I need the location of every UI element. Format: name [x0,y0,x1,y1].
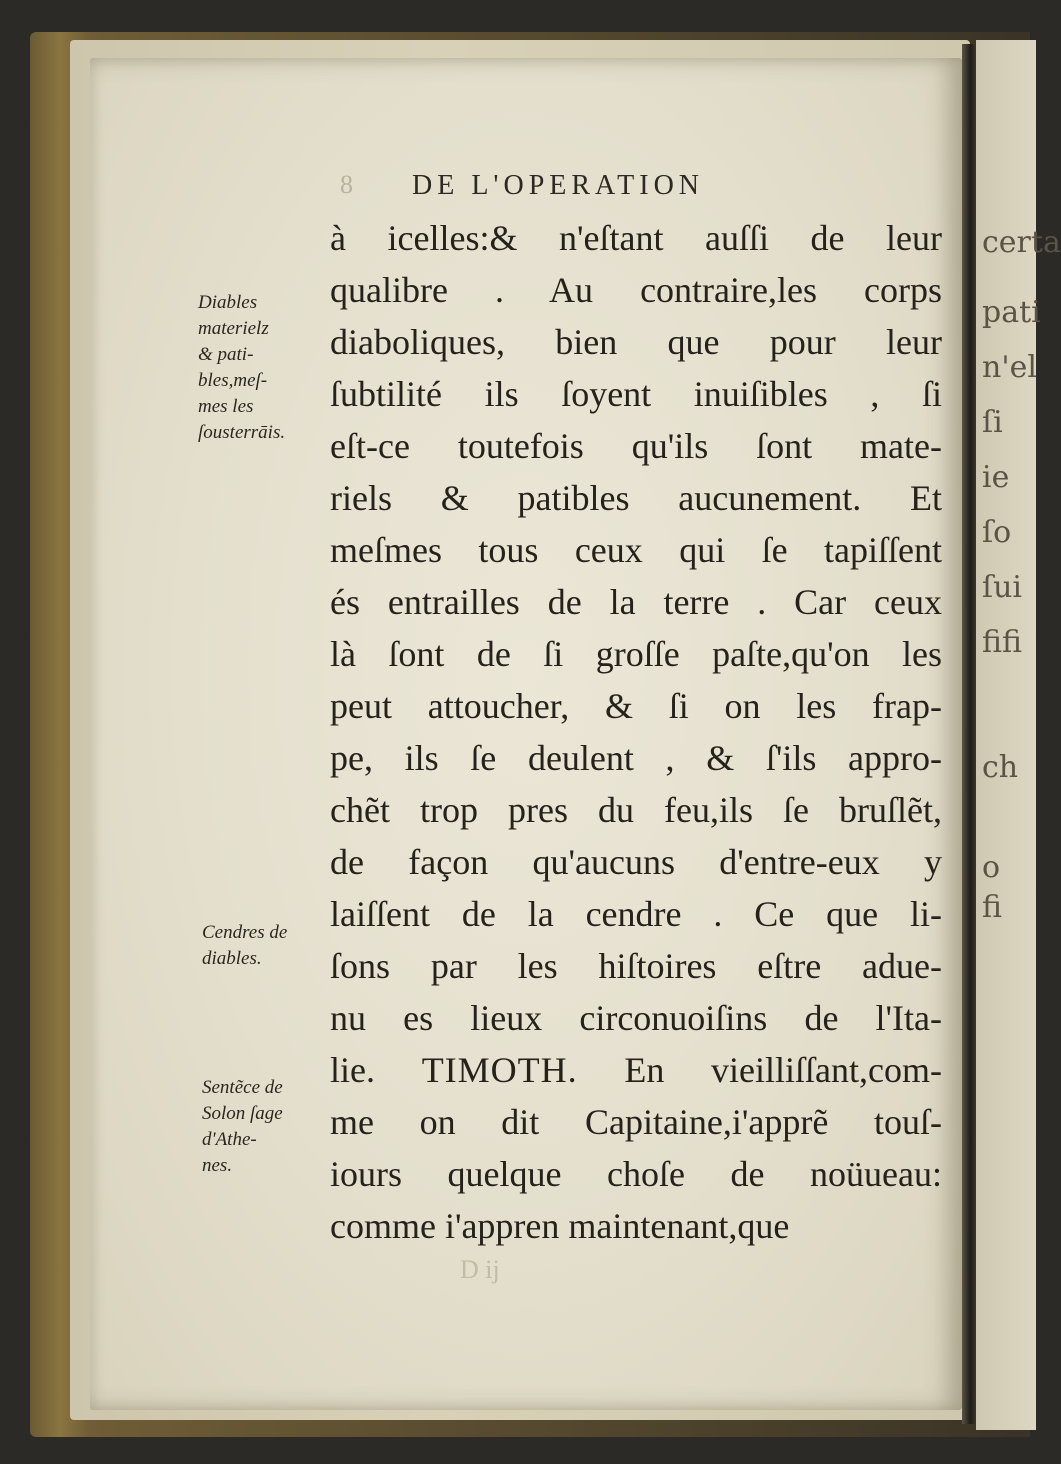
note-line: Cendres de [202,922,288,943]
note-line: nes. [202,1155,233,1176]
text-line: laiſſent de la cendre . Ce que li- [330,894,942,934]
text-line: peut attoucher, & ſi on les frap- [330,686,942,726]
speaker-name: TIMOTH. [421,1050,578,1090]
text-line: me on dit Capitaine,i'apprẽ touſ- [330,1102,942,1142]
text-line: qualibre . Au contraire,les corps [330,270,942,310]
facing-line: ſui [982,570,1023,605]
main-text-block [330,212,942,1252]
signature-mark: D ij [460,1255,500,1284]
note-line: Solon ſage [202,1103,283,1124]
text-line: diaboliques, bien que pour leur [330,322,942,362]
note-line: diables. [202,948,262,969]
text-line: là ſont de ſi groſſe paſte,qu'on les [330,634,942,674]
text-fragment: lie. [330,1050,422,1090]
text-line: nu es lieux circonuoiſins de l'Ita- [330,998,942,1038]
text-line: de façon qu'aucuns d'entre-eux y [330,842,942,882]
marginal-note-diables [198,290,285,446]
facing-page-fragment [976,40,1061,1430]
facing-line: ſo [982,515,1012,550]
facing-line: pati [982,295,1041,330]
text-line: iours quelque choſe de noüueau: [330,1154,942,1194]
text-line: meſmes tous ceux qui ſe tapiſſent [330,530,942,570]
facing-line: fifi [982,625,1023,660]
facing-line: certa [982,225,1061,260]
text-line: eſt-ce toutefois qu'ils ſont mate- [330,426,942,466]
marginal-note-solon [202,1075,283,1179]
note-line: ſousterrāis. [198,422,286,443]
note-line: bles,meſ- [198,370,268,391]
facing-line: ie [982,460,1010,495]
text-fragment: En vieilliſſant,com- [577,1050,942,1090]
text-line-speaker [330,1044,942,1096]
facing-line: ſi [982,405,1003,440]
text-line: pe, ils ſe deulent , & ſ'ils appro- [330,738,942,778]
note-line: materielz [198,318,269,339]
book-gutter [962,44,976,1424]
text-line: chẽt trop pres du feu,ils ſe bruſlẽt, [330,790,942,830]
text-line: à icelles:& n'eſtant auſſi de leur [330,218,942,258]
facing-line: fi [982,890,1003,925]
facing-line: o [982,850,1001,885]
marginal-note-cendres [202,920,287,972]
facing-line: n'el [982,350,1037,385]
text-line: és entrailles de la terre . Car ceux [330,582,942,622]
note-line: Sentẽce de [202,1077,283,1098]
running-header: DE L'OPERATION [412,170,705,201]
text-line: comme i'appren maintenant,que [330,1206,790,1246]
note-line: & pati- [198,344,254,365]
folio-number: 8 [340,170,353,199]
text-line: riels & patibles aucunement. Et [330,478,942,518]
facing-line: ch [982,750,1019,785]
note-line: mes les [198,396,254,417]
note-line: d'Athe- [202,1129,257,1150]
text-line: ſubtilité ils ſoyent inuiſibles , ſi [330,374,942,414]
note-line: Diables [198,292,258,313]
text-line: ſons par les hiſtoires eſtre adue- [330,946,942,986]
